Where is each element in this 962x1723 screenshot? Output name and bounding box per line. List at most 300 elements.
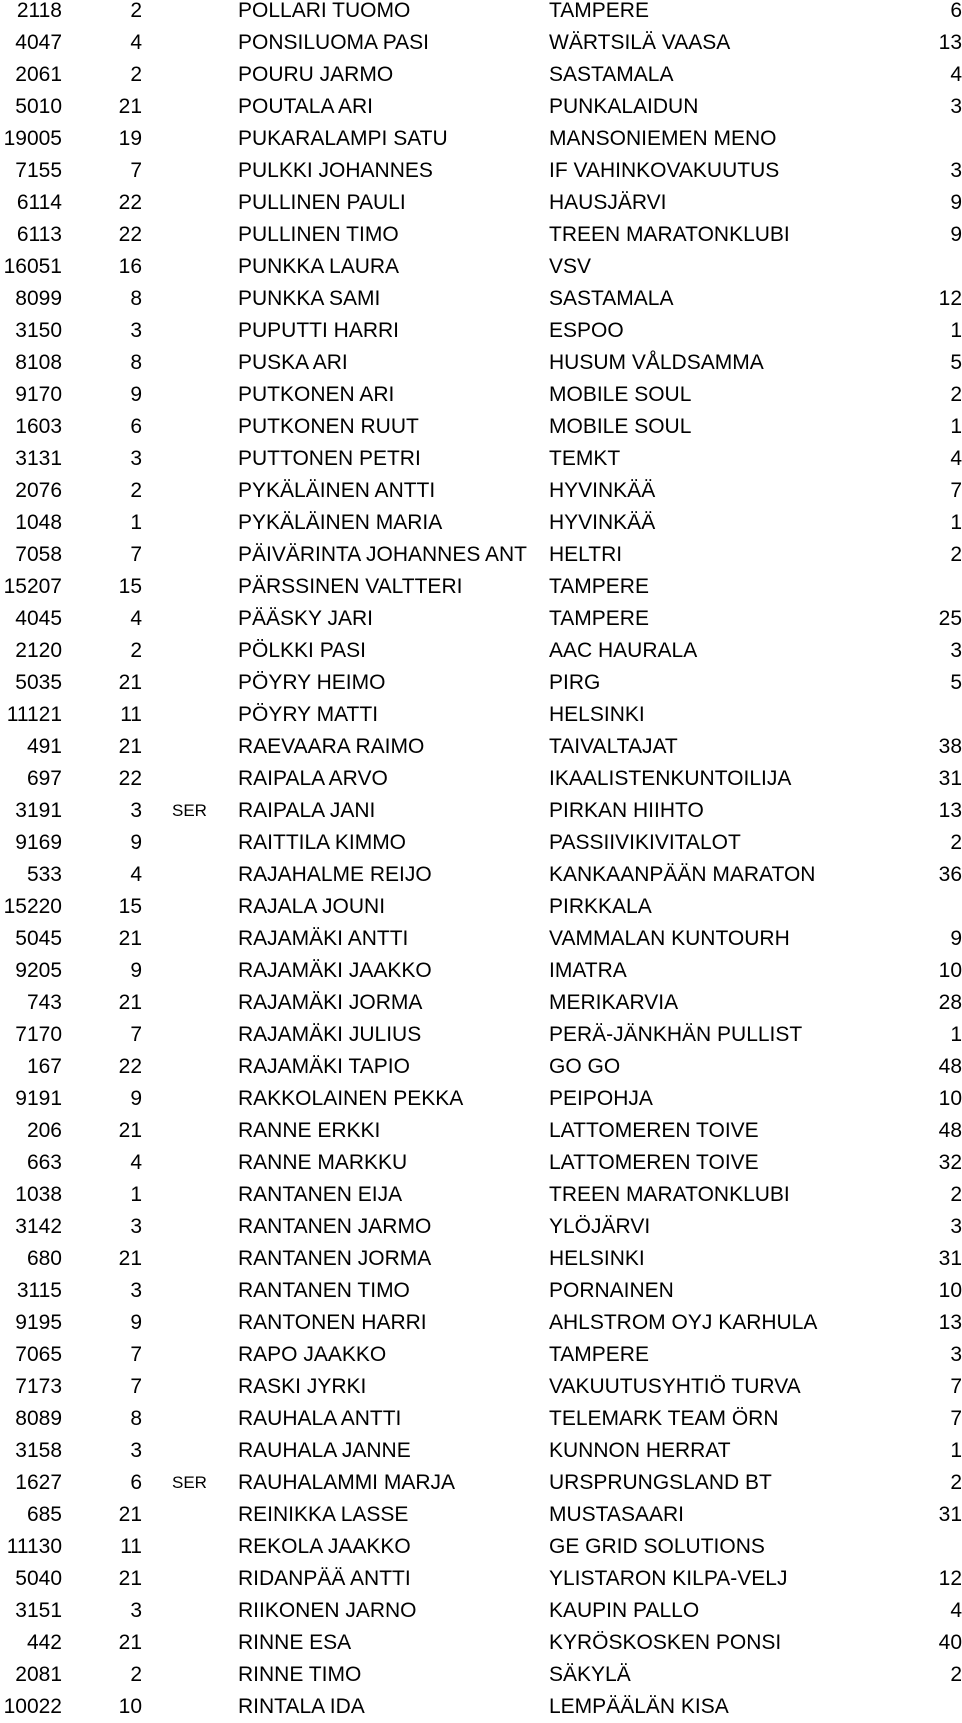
row-club-cell: TAMPERE	[549, 607, 649, 630]
row-id-cell: 533	[26, 863, 62, 886]
row-category-cell: 15	[118, 895, 142, 918]
row-id-cell: 442	[26, 1631, 62, 1654]
row-category-cell: 6	[130, 415, 142, 438]
row-series-cell	[172, 827, 222, 859]
table-row	[0, 1691, 960, 1723]
row-count-cell: 7	[950, 479, 962, 502]
row-series-cell: SER	[172, 801, 207, 820]
table-row	[0, 1307, 960, 1339]
row-series-cell	[172, 763, 222, 795]
row-name-cell: PULLINEN PAULI	[238, 191, 406, 214]
row-series-cell	[172, 955, 222, 987]
row-id-cell: 7170	[15, 1023, 62, 1046]
row-count-cell: 38	[938, 735, 962, 758]
row-club-cell: TAMPERE	[549, 0, 649, 22]
row-count-cell: 9	[950, 223, 962, 246]
row-club-cell: TAMPERE	[549, 1343, 649, 1366]
row-name-cell: RAKKOLAINEN PEKKA	[238, 1087, 464, 1110]
row-club-cell: IMATRA	[549, 959, 627, 982]
row-category-cell: 3	[130, 1439, 142, 1462]
table-row	[0, 411, 960, 443]
row-name-cell: RIDANPÄÄ ANTTI	[238, 1567, 411, 1590]
row-id-cell: 4047	[15, 31, 62, 54]
row-id-cell: 3131	[15, 447, 62, 470]
row-series-cell	[172, 1051, 222, 1083]
table-row	[0, 1627, 960, 1659]
row-category-cell: 16	[118, 255, 142, 278]
row-series-cell	[172, 283, 222, 315]
row-club-cell: MOBILE SOUL	[549, 383, 692, 406]
row-id-cell: 3115	[16, 1279, 62, 1302]
row-category-cell: 21	[118, 1247, 142, 1270]
row-name-cell: RAPO JAAKKO	[238, 1343, 387, 1366]
row-series-cell	[172, 27, 222, 59]
row-category-cell: 4	[130, 607, 142, 630]
row-count-cell: 3	[950, 95, 962, 118]
row-category-cell: 9	[130, 383, 142, 406]
row-id-cell: 1048	[15, 511, 62, 534]
row-name-cell: RAEVAARA RAIMO	[238, 735, 425, 758]
row-count-cell	[880, 251, 962, 283]
table-row	[0, 1403, 960, 1435]
row-count-cell: 4	[950, 1599, 962, 1622]
row-name-cell: PUNKKA SAMI	[238, 287, 381, 310]
row-name-cell: RAJAHALME REIJO	[238, 863, 432, 886]
row-id-cell: 2076	[15, 479, 62, 502]
row-category-cell: 22	[118, 191, 142, 214]
row-id-cell: 8099	[15, 287, 62, 310]
row-club-cell: SASTAMALA	[549, 287, 674, 310]
row-count-cell	[880, 123, 962, 155]
row-count-cell: 2	[950, 543, 962, 566]
row-id-cell: 7058	[15, 543, 62, 566]
row-club-cell: HYVINKÄÄ	[549, 511, 656, 534]
row-series-cell	[172, 1403, 222, 1435]
row-series-cell	[172, 1211, 222, 1243]
row-count-cell: 28	[938, 991, 962, 1014]
table-row	[0, 475, 960, 507]
table-row	[0, 667, 960, 699]
table-row	[0, 219, 960, 251]
table-row	[0, 1179, 960, 1211]
row-category-cell: 3	[130, 1215, 142, 1238]
row-name-cell: RINTALA IDA	[238, 1695, 365, 1718]
row-id-cell: 6113	[16, 223, 62, 246]
row-name-cell: PONSILUOMA PASI	[238, 31, 429, 54]
row-name-cell: PÄRSSINEN VALTTERI	[238, 575, 463, 598]
row-count-cell: 1	[950, 415, 962, 438]
row-name-cell: RAJAMÄKI JULIUS	[238, 1023, 422, 1046]
row-name-cell: RAUHALAMMI MARJA	[238, 1471, 456, 1494]
row-category-cell: 21	[118, 1631, 142, 1654]
row-name-cell: RAJALA JOUNI	[238, 895, 386, 918]
row-count-cell: 3	[950, 1343, 962, 1366]
row-series-cell	[172, 699, 222, 731]
row-club-cell: TELEMARK TEAM ÖRN	[549, 1407, 779, 1430]
row-category-cell: 22	[118, 223, 142, 246]
table-row	[0, 859, 960, 891]
row-id-cell: 5040	[15, 1567, 62, 1590]
row-club-cell: MOBILE SOUL	[549, 415, 692, 438]
row-series-cell	[172, 603, 222, 635]
row-club-cell: PORNAINEN	[549, 1279, 674, 1302]
row-club-cell: HUSUM VÅLDSAMMA	[549, 351, 764, 374]
row-club-cell: TAIVALTAJAT	[549, 735, 678, 758]
row-count-cell: 9	[950, 191, 962, 214]
table-row	[0, 571, 960, 603]
row-club-cell: HAUSJÄRVI	[549, 191, 667, 214]
table-row	[0, 315, 960, 347]
row-count-cell: 10	[938, 1087, 962, 1110]
row-club-cell: PUNKALAIDUN	[549, 95, 699, 118]
row-series-cell	[172, 251, 222, 283]
row-id-cell: 9191	[15, 1087, 62, 1110]
row-count-cell: 13	[938, 799, 962, 822]
row-id-cell: 7065	[15, 1343, 62, 1366]
row-club-cell: KUNNON HERRAT	[549, 1439, 731, 1462]
row-category-cell: 19	[118, 127, 142, 150]
row-count-cell: 3	[950, 1215, 962, 1238]
row-club-cell: PEIPOHJA	[549, 1087, 653, 1110]
row-count-cell: 10	[938, 959, 962, 982]
row-id-cell: 9169	[15, 831, 62, 854]
row-series-cell	[172, 155, 222, 187]
row-name-cell: RAJAMÄKI TAPIO	[238, 1055, 410, 1078]
table-row	[0, 539, 960, 571]
row-count-cell: 12	[938, 287, 962, 310]
row-category-cell: 2	[130, 479, 142, 502]
row-series-cell	[172, 1243, 222, 1275]
row-id-cell: 8108	[15, 351, 62, 374]
row-club-cell: VAMMALAN KUNTOURH	[549, 927, 790, 950]
row-category-cell: 4	[130, 31, 142, 54]
row-category-cell: 8	[130, 1407, 142, 1430]
row-id-cell: 10022	[3, 1695, 62, 1718]
row-id-cell: 6114	[16, 191, 62, 214]
row-count-cell: 2	[950, 831, 962, 854]
row-category-cell: 1	[130, 1183, 142, 1206]
row-club-cell: PASSIIVIKIVITALOT	[549, 831, 741, 854]
row-id-cell: 2061	[15, 63, 62, 86]
row-id-cell: 2081	[15, 1663, 62, 1686]
table-row	[0, 635, 960, 667]
row-category-cell: 21	[118, 991, 142, 1014]
table-row	[0, 603, 960, 635]
row-count-cell	[880, 571, 962, 603]
row-id-cell: 5045	[15, 927, 62, 950]
row-name-cell: RAJAMÄKI JAAKKO	[238, 959, 432, 982]
row-name-cell: PYKÄLÄINEN ANTTI	[238, 479, 436, 502]
row-count-cell	[880, 891, 962, 923]
row-series-cell	[172, 891, 222, 923]
table-row	[0, 1083, 960, 1115]
row-name-cell: PUSKA ARI	[238, 351, 348, 374]
row-club-cell: KYRÖSKOSKEN PONSI	[549, 1631, 782, 1654]
row-series-cell	[172, 1371, 222, 1403]
row-count-cell: 6	[950, 0, 962, 22]
row-count-cell: 1	[950, 319, 962, 342]
row-club-cell: IKAALISTENKUNTOILIJA	[549, 767, 792, 790]
row-id-cell: 697	[26, 767, 62, 790]
table-row	[0, 1563, 960, 1595]
row-club-cell: GO GO	[549, 1055, 621, 1078]
row-name-cell: RAJAMÄKI ANTTI	[238, 927, 409, 950]
table-row	[0, 1019, 960, 1051]
row-category-cell: 2	[130, 639, 142, 662]
row-count-cell: 3	[950, 159, 962, 182]
row-id-cell: 3191	[15, 799, 62, 822]
row-id-cell: 4045	[15, 607, 62, 630]
row-club-cell: VSV	[549, 255, 592, 278]
row-club-cell: ESPOO	[549, 319, 624, 342]
table-row	[0, 251, 960, 283]
row-name-cell: PUTKONEN RUUT	[238, 415, 419, 438]
row-category-cell: 21	[118, 1567, 142, 1590]
row-id-cell: 8089	[15, 1407, 62, 1430]
row-count-cell: 2	[950, 1183, 962, 1206]
row-id-cell: 1038	[15, 1183, 62, 1206]
row-series-cell	[172, 1307, 222, 1339]
row-name-cell: RINNE TIMO	[238, 1663, 362, 1686]
table-row	[0, 763, 960, 795]
row-series-cell	[172, 187, 222, 219]
row-category-cell: 9	[130, 1087, 142, 1110]
table-row	[0, 1115, 960, 1147]
row-club-cell: SASTAMALA	[549, 63, 674, 86]
row-category-cell: 7	[130, 543, 142, 566]
row-id-cell: 5035	[15, 671, 62, 694]
table-row	[0, 1211, 960, 1243]
table-row	[0, 59, 960, 91]
row-count-cell: 48	[938, 1119, 962, 1142]
row-club-cell: TAMPERE	[549, 575, 649, 598]
row-club-cell: PIRKKALA	[549, 895, 652, 918]
row-id-cell: 19005	[3, 127, 62, 150]
row-club-cell: LATTOMEREN TOIVE	[549, 1151, 759, 1174]
row-count-cell: 13	[938, 31, 962, 54]
row-series-cell	[172, 1339, 222, 1371]
row-club-cell: MERIKARVIA	[549, 991, 679, 1014]
table-row	[0, 187, 960, 219]
row-name-cell: RANTANEN EIJA	[238, 1183, 403, 1206]
row-series-cell	[172, 1115, 222, 1147]
row-category-cell: 3	[130, 447, 142, 470]
table-row	[0, 155, 960, 187]
table-row	[0, 0, 960, 27]
row-id-cell: 2118	[16, 0, 62, 22]
row-count-cell: 1	[950, 511, 962, 534]
row-id-cell: 3150	[15, 319, 62, 342]
row-name-cell: PÖLKKI PASI	[238, 639, 366, 662]
table-row	[0, 347, 960, 379]
row-count-cell: 5	[950, 671, 962, 694]
row-count-cell: 2	[950, 1663, 962, 1686]
row-id-cell: 3158	[15, 1439, 62, 1462]
row-series-cell: SER	[172, 1473, 207, 1492]
row-club-cell: AAC HAURALA	[549, 639, 698, 662]
row-category-cell: 9	[130, 959, 142, 982]
row-name-cell: PULLINEN TIMO	[238, 223, 399, 246]
row-id-cell: 685	[26, 1503, 62, 1526]
row-name-cell: RIIKONEN JARNO	[238, 1599, 417, 1622]
row-name-cell: RANNE MARKKU	[238, 1151, 408, 1174]
row-name-cell: POUTALA ARI	[238, 95, 373, 118]
row-id-cell: 743	[26, 991, 62, 1014]
row-name-cell: RANTANEN TIMO	[238, 1279, 410, 1302]
row-count-cell: 7	[950, 1375, 962, 1398]
row-club-cell: URSPRUNGSLAND BT	[549, 1471, 772, 1494]
row-id-cell: 5010	[15, 95, 62, 118]
row-id-cell: 7173	[15, 1375, 62, 1398]
row-name-cell: RANTANEN JARMO	[238, 1215, 432, 1238]
row-count-cell: 2	[950, 1471, 962, 1494]
row-count-cell: 3	[950, 639, 962, 662]
row-id-cell: 9205	[15, 959, 62, 982]
table-row	[0, 379, 960, 411]
row-club-cell: KAUPIN PALLO	[549, 1599, 700, 1622]
row-club-cell: HYVINKÄÄ	[549, 479, 656, 502]
row-club-cell: KANKAANPÄÄN MARATON	[549, 863, 816, 886]
table-row	[0, 955, 960, 987]
table-row	[0, 1499, 960, 1531]
table-row	[0, 923, 960, 955]
table-row	[0, 1659, 960, 1691]
table-row	[0, 1467, 960, 1499]
table-row	[0, 1051, 960, 1083]
row-series-cell	[172, 635, 222, 667]
row-name-cell: PULKKI JOHANNES	[238, 159, 433, 182]
row-category-cell: 21	[118, 735, 142, 758]
row-count-cell: 31	[938, 767, 962, 790]
row-series-cell	[172, 1019, 222, 1051]
row-id-cell: 3151	[15, 1599, 62, 1622]
row-id-cell: 1603	[15, 415, 62, 438]
row-series-cell	[172, 475, 222, 507]
row-count-cell: 25	[938, 607, 962, 630]
row-category-cell: 7	[130, 1343, 142, 1366]
row-category-cell: 4	[130, 863, 142, 886]
row-count-cell: 36	[938, 863, 962, 886]
row-category-cell: 9	[130, 831, 142, 854]
row-category-cell: 21	[118, 1119, 142, 1142]
row-id-cell: 11130	[6, 1535, 62, 1558]
row-category-cell: 10	[118, 1695, 142, 1718]
row-series-cell	[172, 379, 222, 411]
row-category-cell: 7	[130, 1023, 142, 1046]
table-row	[0, 987, 960, 1019]
row-count-cell: 4	[950, 447, 962, 470]
row-count-cell: 31	[938, 1247, 962, 1270]
row-count-cell: 7	[950, 1407, 962, 1430]
row-name-cell: PUTTONEN PETRI	[238, 447, 421, 470]
row-series-cell	[172, 1691, 222, 1723]
row-series-cell	[172, 1595, 222, 1627]
row-category-cell: 3	[130, 799, 142, 822]
row-category-cell: 4	[130, 1151, 142, 1174]
row-id-cell: 15220	[3, 895, 62, 918]
row-category-cell: 22	[118, 1055, 142, 1078]
row-club-cell: YLISTARON KILPA-VELJ	[549, 1567, 788, 1590]
row-id-cell: 9195	[15, 1311, 62, 1334]
row-series-cell	[172, 123, 222, 155]
row-series-cell	[172, 411, 222, 443]
row-name-cell: PUPUTTI HARRI	[238, 319, 400, 342]
row-count-cell: 4	[950, 63, 962, 86]
row-category-cell: 21	[118, 927, 142, 950]
table-row	[0, 283, 960, 315]
row-series-cell	[172, 443, 222, 475]
table-row	[0, 1371, 960, 1403]
row-club-cell: IF VAHINKOVAKUUTUS	[549, 159, 780, 182]
row-category-cell: 3	[130, 1599, 142, 1622]
row-club-cell: VAKUUTUSYHTIÖ TURVA	[549, 1375, 801, 1398]
row-series-cell	[172, 539, 222, 571]
table-row	[0, 891, 960, 923]
row-count-cell: 48	[938, 1055, 962, 1078]
row-id-cell: 3142	[15, 1215, 62, 1238]
row-category-cell: 2	[130, 1663, 142, 1686]
table-row	[0, 1243, 960, 1275]
table-row	[0, 123, 960, 155]
table-row	[0, 1275, 960, 1307]
row-category-cell: 2	[130, 0, 142, 22]
row-category-cell: 15	[118, 575, 142, 598]
row-category-cell: 3	[130, 319, 142, 342]
row-count-cell: 12	[938, 1567, 962, 1590]
row-name-cell: PUTKONEN ARI	[238, 383, 395, 406]
table-row	[0, 507, 960, 539]
table-row	[0, 27, 960, 59]
row-name-cell: PÖYRY MATTI	[238, 703, 379, 726]
row-category-cell: 11	[120, 1535, 142, 1558]
table-row	[0, 1595, 960, 1627]
row-club-cell: WÄRTSILÄ VAASA	[549, 31, 731, 54]
row-series-cell	[172, 859, 222, 891]
row-name-cell: POLLARI TUOMO	[238, 0, 411, 22]
row-category-cell: 9	[130, 1311, 142, 1334]
row-name-cell: REINIKKA LASSE	[238, 1503, 409, 1526]
row-series-cell	[172, 59, 222, 91]
row-category-cell: 8	[130, 351, 142, 374]
row-category-cell: 7	[130, 1375, 142, 1398]
row-name-cell: RANNE ERKKI	[238, 1119, 381, 1142]
row-club-cell: TREEN MARATONKLUBI	[549, 223, 790, 246]
row-name-cell: PÄÄSKY JARI	[238, 607, 374, 630]
row-series-cell	[172, 731, 222, 763]
row-count-cell: 1	[950, 1023, 962, 1046]
row-name-cell: RASKI JYRKI	[238, 1375, 367, 1398]
row-count-cell: 1	[950, 1439, 962, 1462]
row-name-cell: RANTONEN HARRI	[238, 1311, 427, 1334]
row-series-cell	[172, 1147, 222, 1179]
row-series-cell	[172, 1531, 222, 1563]
row-category-cell: 11	[120, 703, 142, 726]
table-row	[0, 795, 960, 827]
row-name-cell: PUNKKA LAURA	[238, 255, 400, 278]
row-id-cell: 1627	[15, 1471, 62, 1494]
row-count-cell	[880, 1531, 962, 1563]
table-row	[0, 1339, 960, 1371]
row-id-cell: 2120	[15, 639, 62, 662]
row-category-cell: 7	[130, 159, 142, 182]
row-category-cell: 21	[118, 95, 142, 118]
row-series-cell	[172, 1627, 222, 1659]
row-name-cell: RAIPALA ARVO	[238, 767, 388, 790]
table-row	[0, 1147, 960, 1179]
row-club-cell: MANSONIEMEN MENO	[549, 127, 777, 150]
row-count-cell: 10	[938, 1279, 962, 1302]
row-series-cell	[172, 667, 222, 699]
